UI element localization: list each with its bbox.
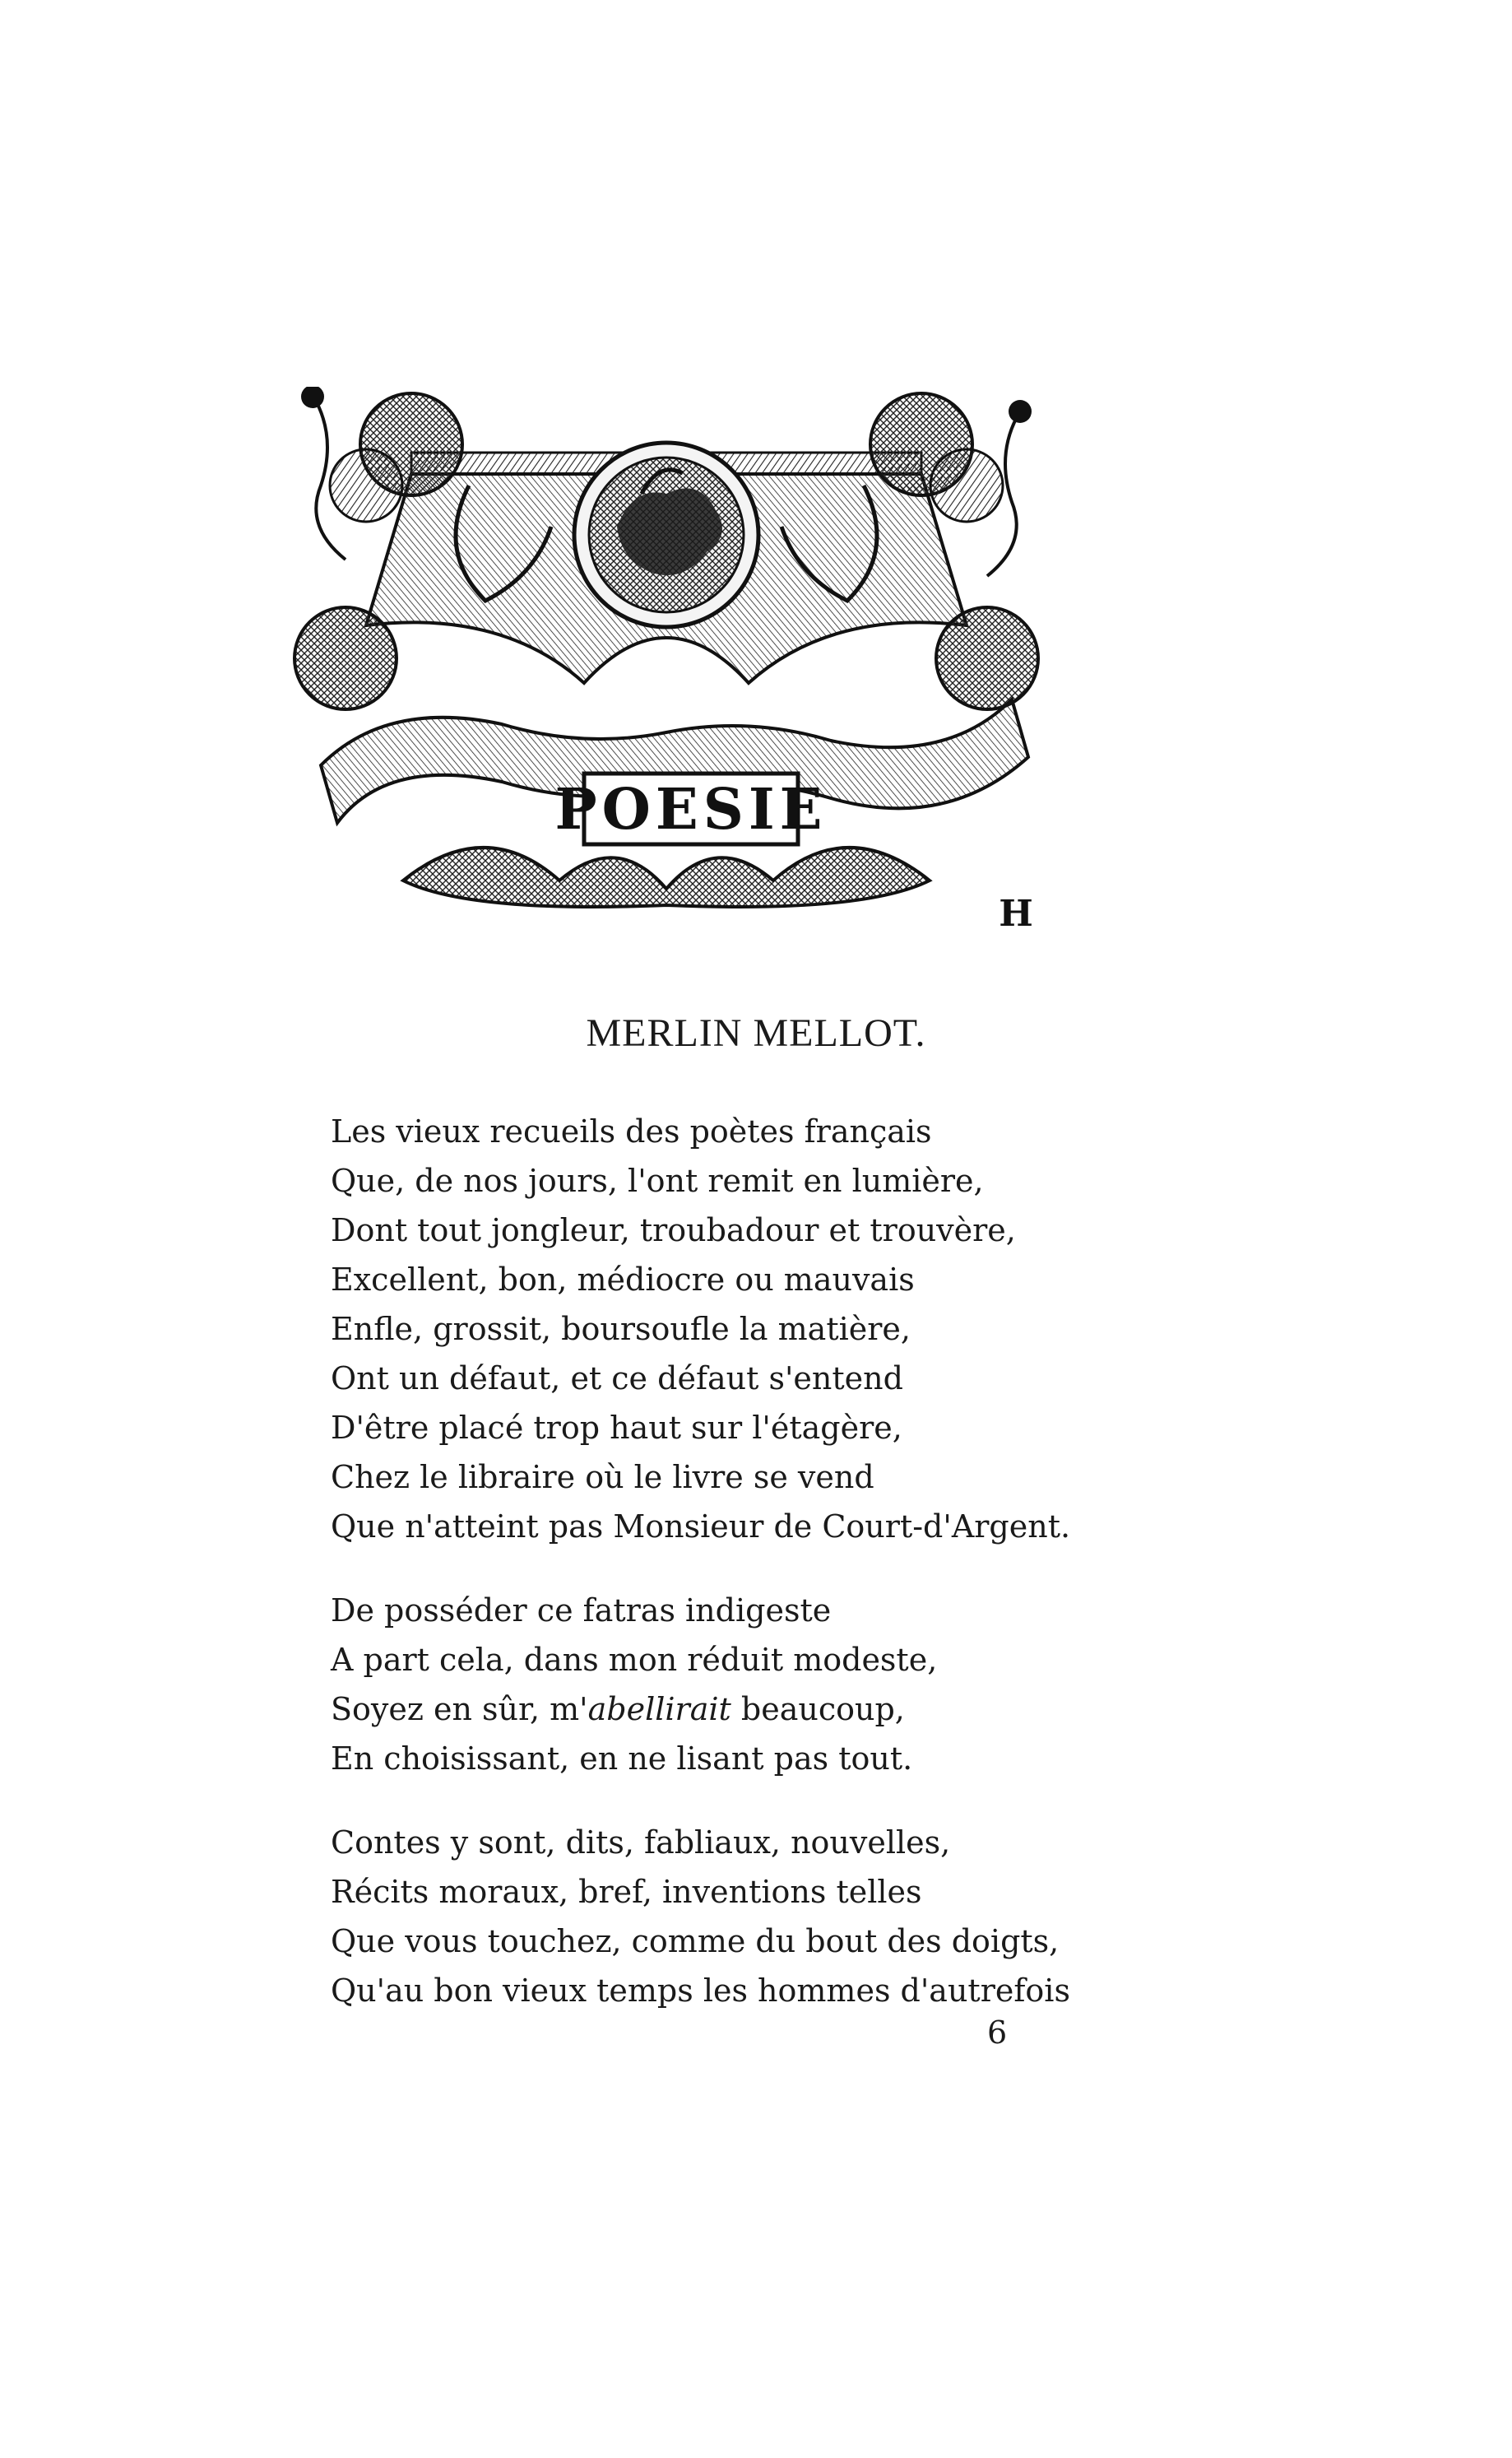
verse-line: Contes y sont, dits, fabliaux, nouvelles,: [331, 1824, 951, 1861]
verse-line: En choisissant, en ne lisant pas tout.: [331, 1740, 913, 1777]
stanza-2: [331, 1586, 1153, 1783]
headpiece-vignette: [288, 387, 1045, 946]
verse-line: Que, de nos jours, l'ont remit en lumière,: [331, 1163, 984, 1199]
banner-text: POESIE: [554, 777, 828, 843]
verse-line: A part cela, dans mon réduit modeste,: [331, 1642, 938, 1678]
italic-word: abellirait: [587, 1691, 731, 1727]
verse-line: Dont tout jongleur, troubadour et trouvère,: [331, 1212, 1016, 1248]
verse-segment: Soyez en sûr, m': [331, 1691, 588, 1727]
verse-line: Enfle, grossit, boursoufle la matière,: [331, 1311, 911, 1347]
verse-line: [331, 1684, 1153, 1734]
vignette-illustration: [288, 387, 1045, 946]
verse-line: Récits moraux, bref, inventions telles: [331, 1874, 922, 1910]
page-number: 6: [987, 2014, 1008, 2051]
stanza-3: [331, 1818, 1153, 2015]
verse-line: Que vous touchez, comme du bout des doigts,: [331, 1923, 1060, 1959]
poem-title: MERLIN MELLOT.: [586, 1011, 926, 1055]
verse-line: Excellent, bon, médiocre ou mauvais: [331, 1262, 915, 1298]
engraver-monogram: H: [999, 893, 1033, 935]
verse-line: Chez le libraire où le livre se vend: [331, 1459, 874, 1495]
verse-line: D'être placé trop haut sur l'étagère,: [331, 1410, 902, 1446]
verse-line: Les vieux recueils des poètes français: [331, 1113, 932, 1150]
acanthus-leaves: [403, 848, 930, 907]
verse-segment: beaucoup,: [730, 1691, 905, 1727]
verse-line: Qu'au bon vieux temps les hommes d'autrefois: [331, 1972, 1070, 2009]
verse-line: Que n'atteint pas Monsieur de Court-d'Argent.: [331, 1508, 1071, 1545]
stanza-1: [331, 1107, 1153, 1551]
verse-line: De posséder ce fatras indigeste: [331, 1592, 832, 1629]
poem-body: [331, 1107, 1153, 2015]
verse-line: Ont un défaut, et ce défaut s'entend: [331, 1360, 903, 1396]
